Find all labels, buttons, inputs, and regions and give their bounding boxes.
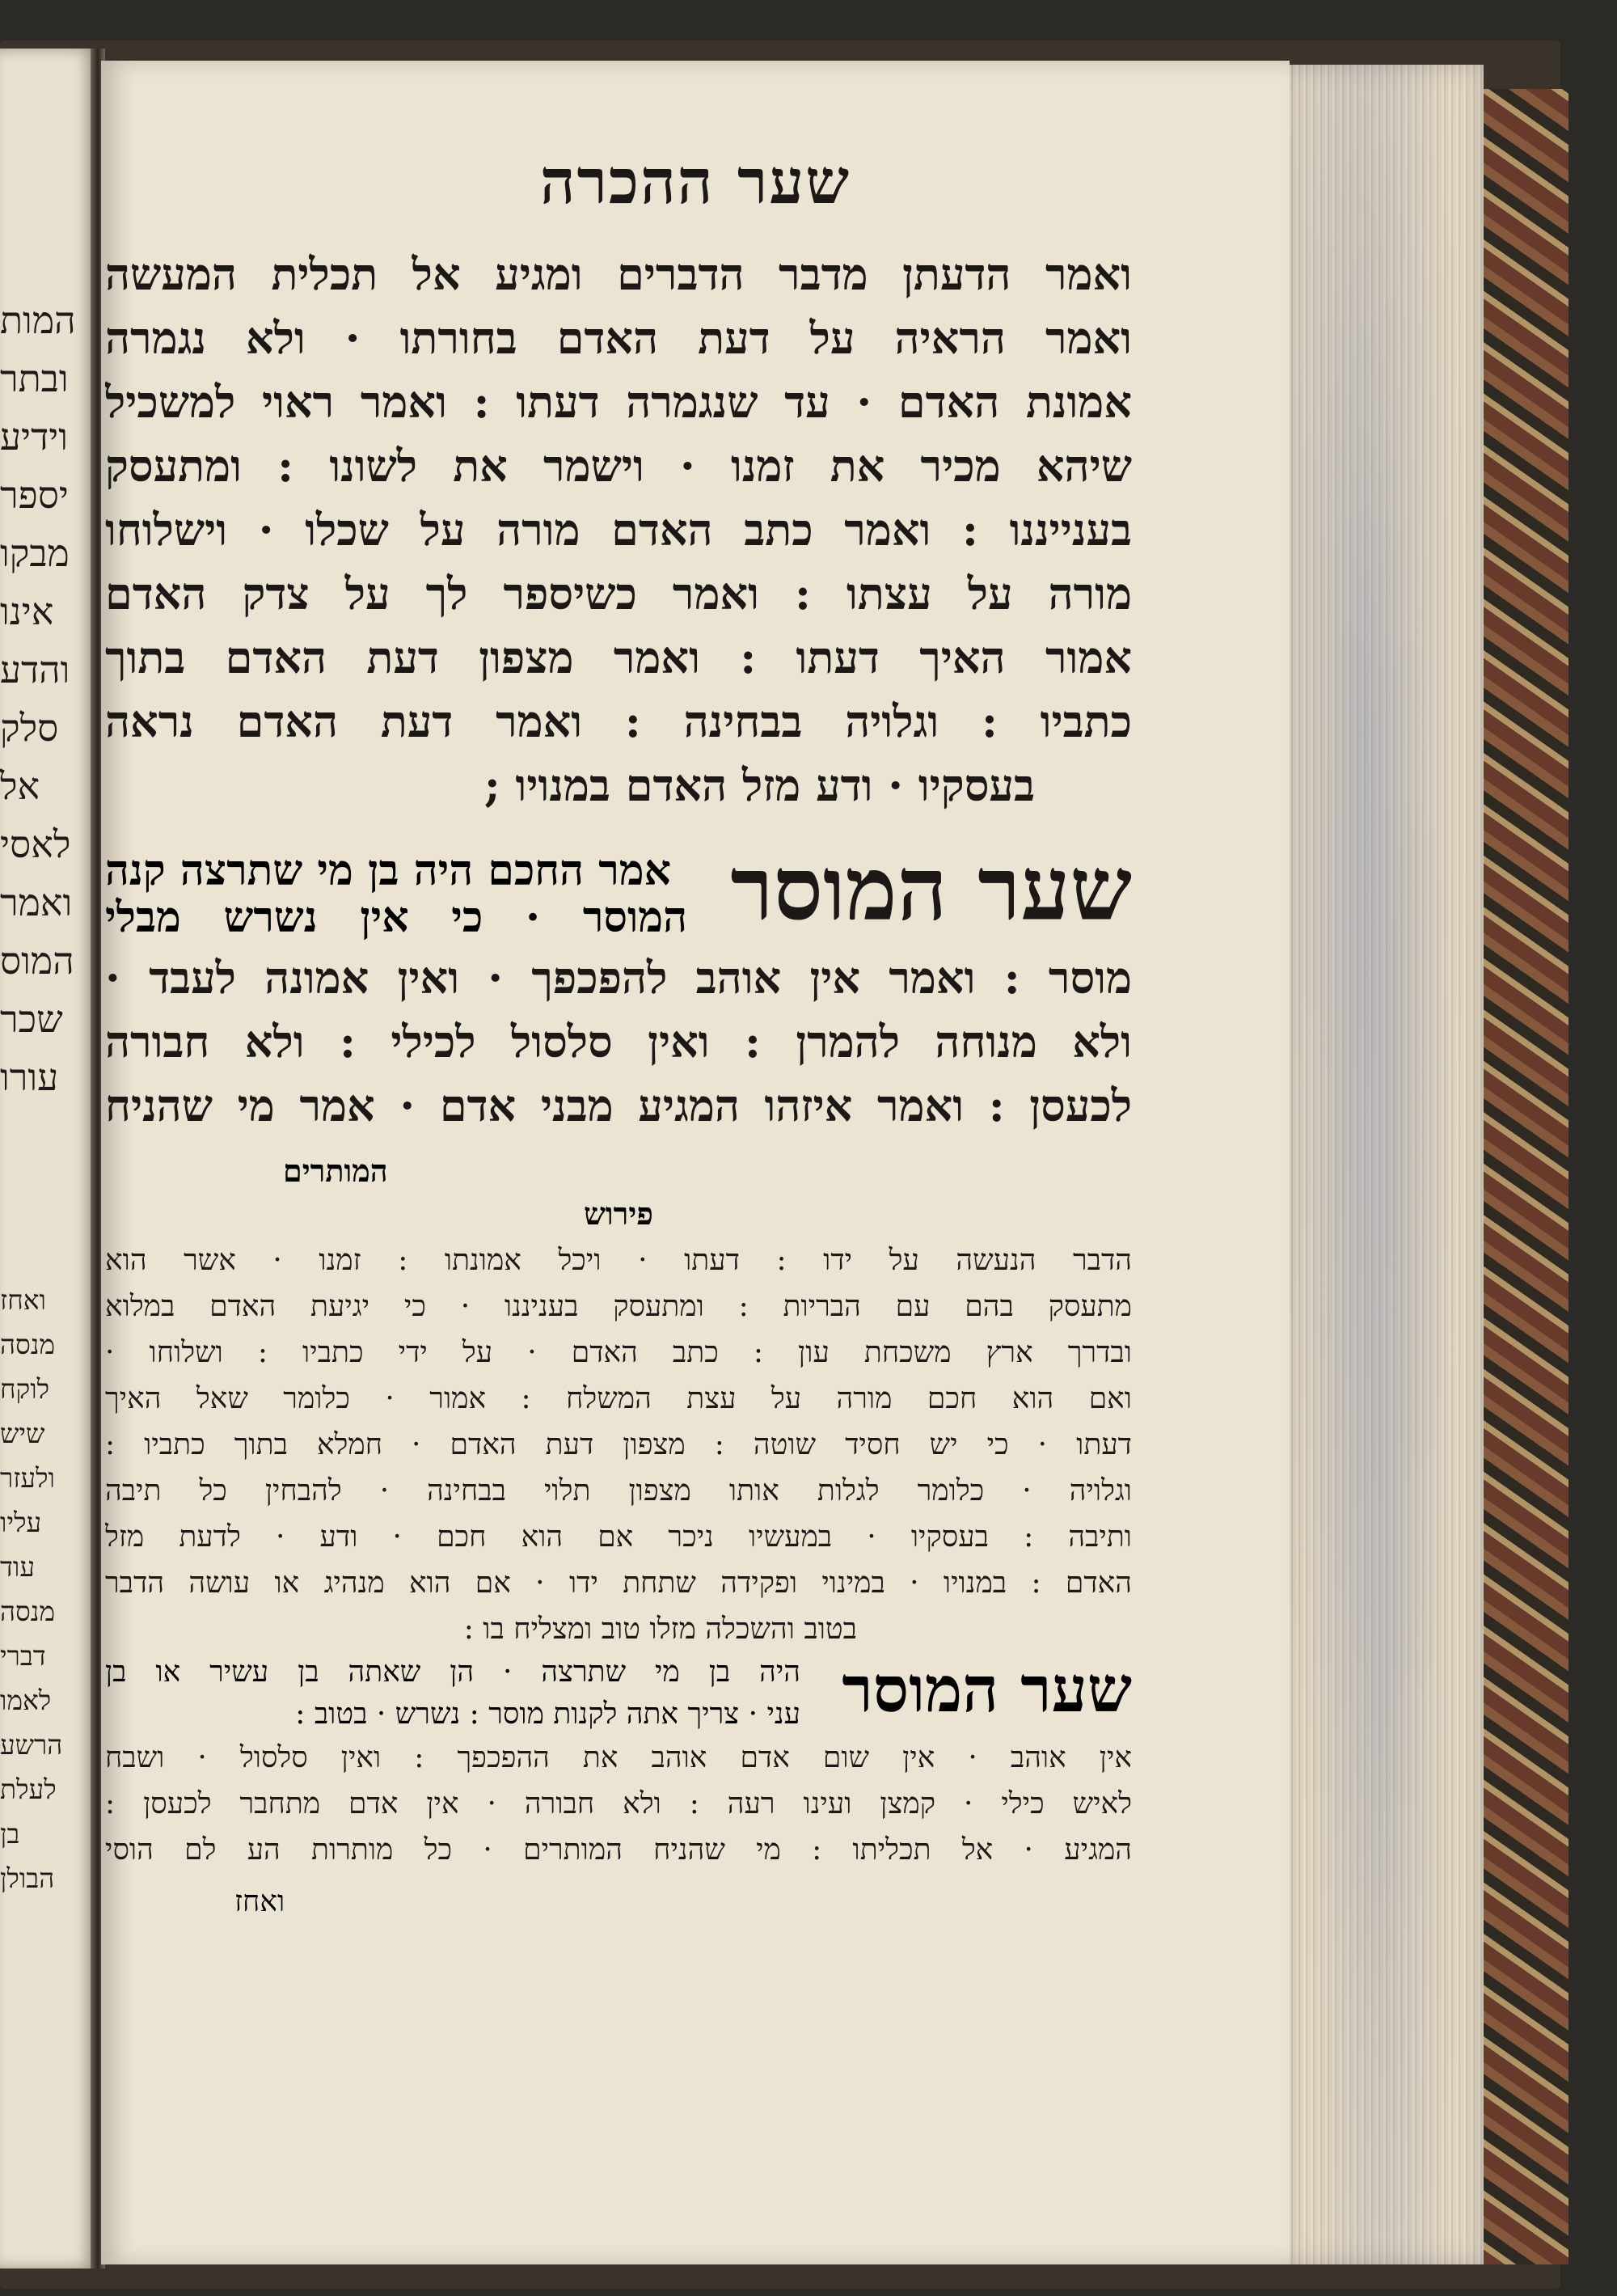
commentary-line: ואם הוא חכם מורה על עצת המשלח : אמור · כלומר שאל האיך [105, 1382, 1132, 1415]
text-line: ואמר הראיה על דעת האדם בחורתו · ולא נגמרה [105, 312, 1132, 364]
commentary-line: ותיבה : בעסקיו · במעשיו ניכר אם הוא חכם · ודע · לדעת מזל [105, 1520, 1132, 1554]
left-page [0, 49, 95, 2269]
marbled-edge [1480, 89, 1568, 2264]
left-page-word: וידיע [0, 415, 69, 459]
left-page-lower-words [0, 1278, 95, 1901]
commentary-line: הדבר הנעשה על ידו : דעתו · ויכל אמונתו : זמנו · אשר הוא [105, 1244, 1132, 1277]
left-page-word: ואחז [0, 1284, 46, 1316]
left-page-word: ולעזר [0, 1462, 55, 1494]
left-page-word: לאמו [0, 1685, 52, 1716]
left-page-word: בן [0, 1818, 20, 1850]
commentary-line: דעתו · כי יש חסיד שוטה : מצפון דעת האדם · חמלא בתוך כתביו : [105, 1428, 1132, 1461]
left-page-word: המות [0, 298, 76, 342]
commentary-line: האדם : במנויו · במינוי ופקידה שתחת ידו · אם הוא מנהיג או עושה הדבר [105, 1567, 1132, 1600]
left-page-word: והדע [0, 648, 70, 691]
commentary-line: ובדרך ארץ משכחת עון : כתב האדם · על ידי כתביו : ושלוחו · [105, 1336, 1132, 1369]
left-page-word: אינו [0, 590, 54, 633]
text-line: בענייננו : ואמר כתב האדם מורה על שכלו · וישלוחו [105, 504, 1132, 556]
page-header: שער ההכרה [539, 146, 851, 218]
left-page-word: דברי [0, 1640, 46, 1672]
text-line: כתביו : וגלויה בבחינה : ואמר דעת האדם נראה [105, 696, 1132, 747]
left-page-word: לאסי [0, 822, 71, 866]
commentary-section-line: עני · צריך אתה לקנות מוסר : נשרש · בטוב : [295, 1698, 800, 1731]
left-page-word: מבקו [0, 531, 70, 575]
left-page-word: לעלת [0, 1774, 57, 1805]
commentary-section-line: היה בן מי שתרצה · הן שאתה בן עשיר או בן [105, 1655, 800, 1689]
commentary-block [105, 1237, 1132, 1652]
left-page-word: עורו [0, 1055, 59, 1099]
left-page-word: הרשע [0, 1729, 63, 1761]
commentary-line: אין אוהב · אין שום אדם אוהב את ההפכפך : ואין סלסול · ושבח [105, 1741, 1132, 1774]
text-line: אמונת האדם · עד שנגמרה דעתו : ואמר ראוי למשכיל [105, 376, 1132, 428]
commentary-block-2 [105, 1735, 1132, 1873]
left-page-word: המוס [0, 939, 74, 983]
left-page-word: הבולן [0, 1863, 55, 1894]
left-page-word: מנסה [0, 1329, 56, 1360]
text-line: בעסקיו · ודע מזל האדם במנויו ; [483, 759, 1035, 811]
left-page-word: לוקח [0, 1373, 50, 1405]
main-text-block-2 [105, 946, 1132, 1138]
commentary-section-row [105, 1646, 1132, 1735]
commentary-section-title: שער המוסר [842, 1653, 1132, 1727]
commentary-line: מתעסק בהם עם הבריות : ומתעסק בעניננו · כי יגיעת האדם במלוא [105, 1290, 1132, 1323]
commentary-title: פירוש [584, 1195, 653, 1232]
section-line: המוסר · כי אין נשרש מבלי [105, 893, 687, 942]
section-line: אמר החכם היה בן מי שתרצה קנה [105, 846, 671, 895]
text-line: אמור האיך דעתו : ואמר מצפון דעת האדם בתוך [105, 632, 1132, 683]
left-page-word: שיש [0, 1418, 45, 1449]
text-line: מוסר : ואמר אין אוהב להפכפך · ואין אמונה לעבד · [105, 952, 1132, 1004]
left-page-word: עוד [0, 1551, 35, 1583]
left-page-word: עליו [0, 1507, 42, 1538]
left-page-word: סלק [0, 706, 59, 750]
text-line: שיהא מכיר את זמנו · וישמר את לשונו : ומתעסק [105, 440, 1132, 492]
commentary-line: בטוב והשכלה מזלו טוב ומצליח בו : [463, 1613, 857, 1646]
commentary-catchword: ואחז [234, 1885, 285, 1918]
commentary-line: וגלויה · כלומר לגלות אותו מצפון תלוי בבחינה · להבחין כל תיבה [105, 1474, 1132, 1507]
left-page-word: יספר [0, 473, 69, 517]
left-page-word: ובתר [0, 357, 69, 400]
page-fore-edge [1281, 65, 1484, 2264]
text-line: לכעסן : ואמר איזהו המגיע מבני אדם · אמר מי שהניח [105, 1080, 1132, 1131]
commentary-line: לאיש כילי · קמצן ועינו רעה : ולא חבורה · אין אדם מתחבר לכעסן : [105, 1787, 1132, 1820]
text-line: ואמר הדעתן מדבר הדברים ומגיע אל תכלית המעשה [105, 248, 1132, 300]
left-page-upper-words [0, 291, 95, 1106]
text-line: ולא מנוחה להמרן : ואין סלסול לכילי : ולא חבורה [105, 1016, 1132, 1068]
left-page-word: אל [0, 764, 40, 808]
left-page-word: מנסה [0, 1596, 56, 1627]
section-title: שער המוסר [730, 839, 1132, 941]
left-page-word: ואמר [0, 881, 73, 924]
text-line: מורה על עצתו : ואמר כשיספר לך על צדק האדם [105, 568, 1132, 619]
commentary-line: המגיע · אל תכליתו : מי שהניח המותרים · כל מותרות הע לם הוסי [105, 1833, 1132, 1867]
main-text-block [105, 243, 1132, 818]
catchword: המותרים [283, 1152, 388, 1189]
left-page-word: שכר [0, 997, 63, 1041]
